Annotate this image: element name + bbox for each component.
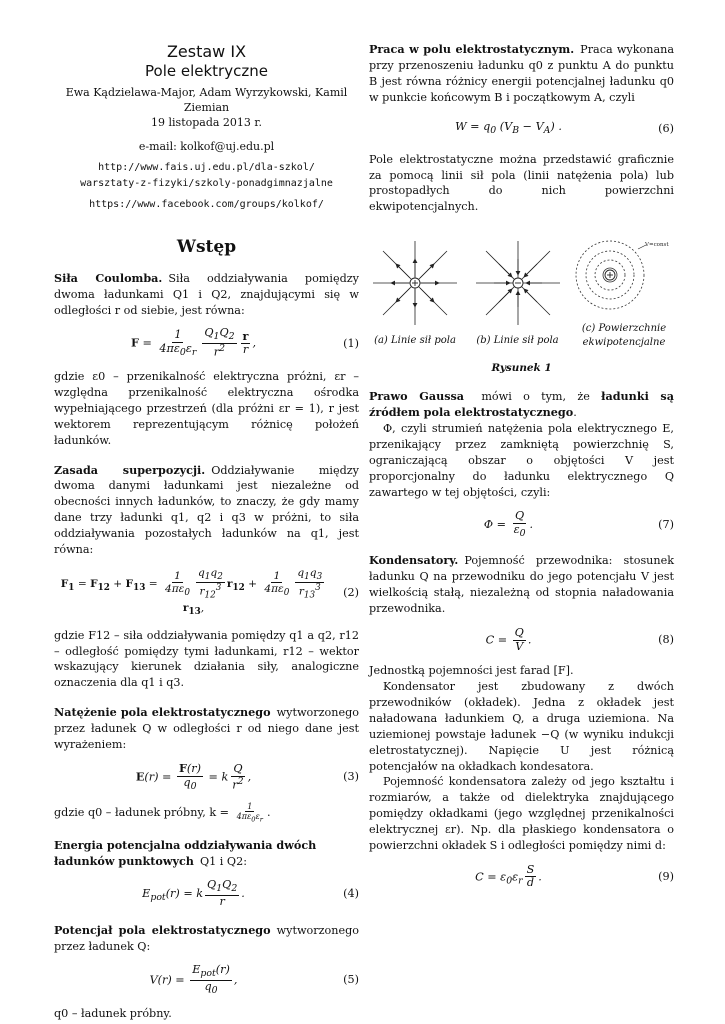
work-block <box>369 42 674 215</box>
equation-7: Φ = $\frac{Q}{\varepsilon_0}$ . (7) <box>483 508 674 539</box>
equation-5: V(r) = $\frac{E_{pot}(r)}{q_0}$ , (5) <box>149 962 359 996</box>
coulomb-after: gdzie ε0 – przenikalność elektryczna próżni, εr – względna przenikalność elektryczna ośrodka wypełniającego przestrzeń (dla próżni εr = 1), r jest wektorem reprezentującym różnicę położeń ładunków. <box>54 370 359 447</box>
gauss-block <box>369 389 674 539</box>
field-block: Natężenie pola elektrostatycznego wytworzonego przez ładunek Q w odległości r od niego dane jest wyrażeniem: E(r) = $\frac{F(r)}{q_0}$ = k $\frac{Q}{r^2}$ , (3) gdzie q0 – ładunek próbny, k = $\frac{1}{4\pi\varepsilon_0\varepsilon_r}$ . <box>54 705 359 824</box>
equipotential-diagram <box>574 237 674 317</box>
energy-heading: Energia potencjalna oddziaływania dwóch ładunków punktowych <box>54 838 317 869</box>
authors: Ewa Kądzielawa-Major, Adam Wyrzykowski, Kamil Ziemian <box>65 85 348 114</box>
energy-text: Q1 i Q2: <box>199 855 247 869</box>
superposition-heading: Zasada superpozycji. <box>54 462 206 477</box>
field-heading: Natężenie pola elektrostatycznego <box>54 705 271 720</box>
capacitors-text: Pojemność przewodnika: stosunek ładunku Q na przewodniku do jego potencjału V jest wielkością stałą, niezależną od stopnia naładowania przewodnika. <box>369 554 674 616</box>
eq-number-9: (9) <box>658 870 674 884</box>
capacitors-block <box>369 553 674 891</box>
gauss-lead: mówi o tym, że <box>481 390 590 404</box>
url-line-1[interactable]: http://www.fais.uj.edu.pl/dla-szkol/ <box>98 162 315 174</box>
coulomb-heading: Siła Coulomba. <box>54 270 163 285</box>
eq-number-2: (2) <box>343 585 359 599</box>
eq-number-7: (7) <box>658 517 674 531</box>
url-facebook[interactable]: https://www.facebook.com/groups/kolkof/ <box>89 199 324 211</box>
coulomb-block <box>54 271 359 449</box>
equation-4: $E_{pot}(r) = k$ $\frac{Q_1Q_2}{r}$ . (4) <box>142 878 359 909</box>
figure-title: Rysunek 1 <box>491 361 552 374</box>
gauss-bold: ładunki są źródłem pola elektrostatycznego <box>369 389 674 420</box>
potential-heading: Potencjał pola elektrostatycznego <box>54 922 271 937</box>
eq-number-1: (1) <box>343 336 359 350</box>
eq-number-4: (4) <box>343 887 359 901</box>
figure-a <box>369 237 461 350</box>
equation-8: C = $\frac{Q}{V}$ . (8) <box>485 625 674 653</box>
gauss-end: . <box>573 406 577 420</box>
eq-number-6: (6) <box>658 121 674 135</box>
section-title: Wstęp <box>176 236 237 257</box>
url-line-2[interactable]: warsztaty-z-fizyki/szkoly-ponadgimnazjalne <box>80 177 333 189</box>
email[interactable]: e-mail: kolkof@uj.edu.pl <box>138 139 275 153</box>
gauss-text: Φ, czyli strumień natężenia pola elektrycznego E, przenikający przez zamkniętą powierzchnię S, ograniczającą obszar o objętości V jest proporcjonalny do ładunku elektrycznego Q zawartego w tej objętości, czyli: <box>369 422 674 499</box>
eq-number-8: (8) <box>658 633 674 647</box>
superposition-text: Oddziaływanie między dwoma danymi ładunkami jest niezależne od obecności innych ładunków, to znaczy, że gdy mamy dane trzy ładunki q1, q2 i q3 w próżni, to siła oddziaływania pozostałych ładunków na q1, jest równa: <box>54 463 359 557</box>
vconst-label: V=const <box>645 242 669 249</box>
field-after: gdzie q0 – ładunek próbny, k = <box>54 806 233 820</box>
capacitors-unit: Jednostką pojemności jest farad [F]. <box>369 664 574 678</box>
eq-number-3: (3) <box>343 770 359 784</box>
capacitors-p2: Kondensator jest zbudowany z dwóch przewodników (okładek). Jedna z okładek jest naładowana ładunkiem Q, a druga uziemiona. Na uziemionej powstaje ładunek −Q (w wyniku indukcji eletrostatycznej). Napięcie U jest różnicą potencjałów na okładkach kondesatora. <box>369 680 674 773</box>
gauss-heading: Prawo Gaussa <box>369 389 465 404</box>
capacitors-heading: Kondensatory. <box>369 553 459 568</box>
caption-b: (b) Linie sił pola <box>476 335 559 347</box>
superposition-after: gdzie F12 – siła oddziaływania pomiędzy q1 a q2, r12 – odległość pomiędzy tymi ładunkami, r12 – wektor wskazujący kierunek działania siły, analogiczne oznaczenia dla q1 i q3. <box>54 628 359 690</box>
left-column <box>54 42 359 1022</box>
equation-6: $W = q_0$ $(V_B - V_A)$ . (6) <box>455 120 674 137</box>
equation-3: E(r) = $\frac{F(r)}{q_0}$ = k $\frac{Q}{r^2}$ , (3) <box>135 761 359 793</box>
caption-a: (a) Linie sił pola <box>374 335 456 347</box>
document-title: Zestaw IX <box>166 42 247 61</box>
field-lines-outward-diagram <box>369 237 461 329</box>
field-lines-inward-diagram <box>472 237 564 329</box>
work-heading: Praca w polu elektrostatycznym. <box>369 42 575 56</box>
capacitors-p3: Pojemność kondensatora zależy od jego kształtu i rozmiarów, a także od dielektryka znajdującego pomiędzy okładkami (jego względnej przenikalności elektrycznej εr). Np. dla płaskiego kondensatora o powierzchni okładek S i odległości pomiędzy nimi d: <box>369 775 674 853</box>
equation-2: $F_1 = F_{12} + F_{13}$ = $\frac{1}{4\pi\varepsilon_0}$ $\frac{q_1q_2}{r_{12}^3}$ $r_{12}$ + $\frac{1}{4\pi\varepsilon_0}$ $\frac{q_1q_3}{r_{13}^3}$ $r_{13}$, (2) <box>60 566 359 618</box>
field-text: wytworzonego przez ładunek Q w odległości r od niego dane jest wyrażeniem: <box>54 706 359 752</box>
potential-block <box>54 923 359 1022</box>
energy-block <box>54 838 359 909</box>
coulomb-text: Siła oddziaływania pomiędzy dwoma ładunkami Q1 i Q2, znajdującymi się w odległości r od siebie, jest równa: <box>54 271 359 317</box>
potential-after: q0 – ładunek próbny. <box>54 1006 172 1020</box>
equation-1: F = $\frac{1}{4\pi\varepsilon_0\varepsilon_r}$ $\frac{Q_1Q_2}{r^2}$ $\frac{r}{r}$ , (1) <box>130 326 359 360</box>
equation-9: $C = \varepsilon_0\varepsilon_r$ $\frac{S}{d}$ . (9) <box>475 862 674 890</box>
caption-c: (c) Powierzchnie ekwipotencjalne <box>581 323 667 349</box>
work-after: Pole elektrostatyczne można przedstawić graficznie za pomocą linii sił pola (linii natężenia pola) lub prostopadłych do nich powierzchni ekwipotencjalnych. <box>369 152 674 214</box>
figure-1 <box>369 237 674 375</box>
document-subtitle: Pole elektryczne <box>145 62 268 81</box>
superposition-block <box>54 463 359 692</box>
right-column <box>369 42 674 900</box>
date: 19 listopada 2013 r. <box>151 115 262 129</box>
figure-b <box>472 237 564 350</box>
figure-c <box>574 237 674 350</box>
potential-text: wytworzonego przez ładunek Q: <box>54 923 359 953</box>
work-text: Praca wykonana przy przenoszeniu ładunku q0 z punktu A do punktu B jest równa różnicy energii potencjalnej ładunku q0 w punkcie końcowym B i początkowym A, czyli <box>369 43 674 104</box>
eq-number-5: (5) <box>343 973 359 987</box>
